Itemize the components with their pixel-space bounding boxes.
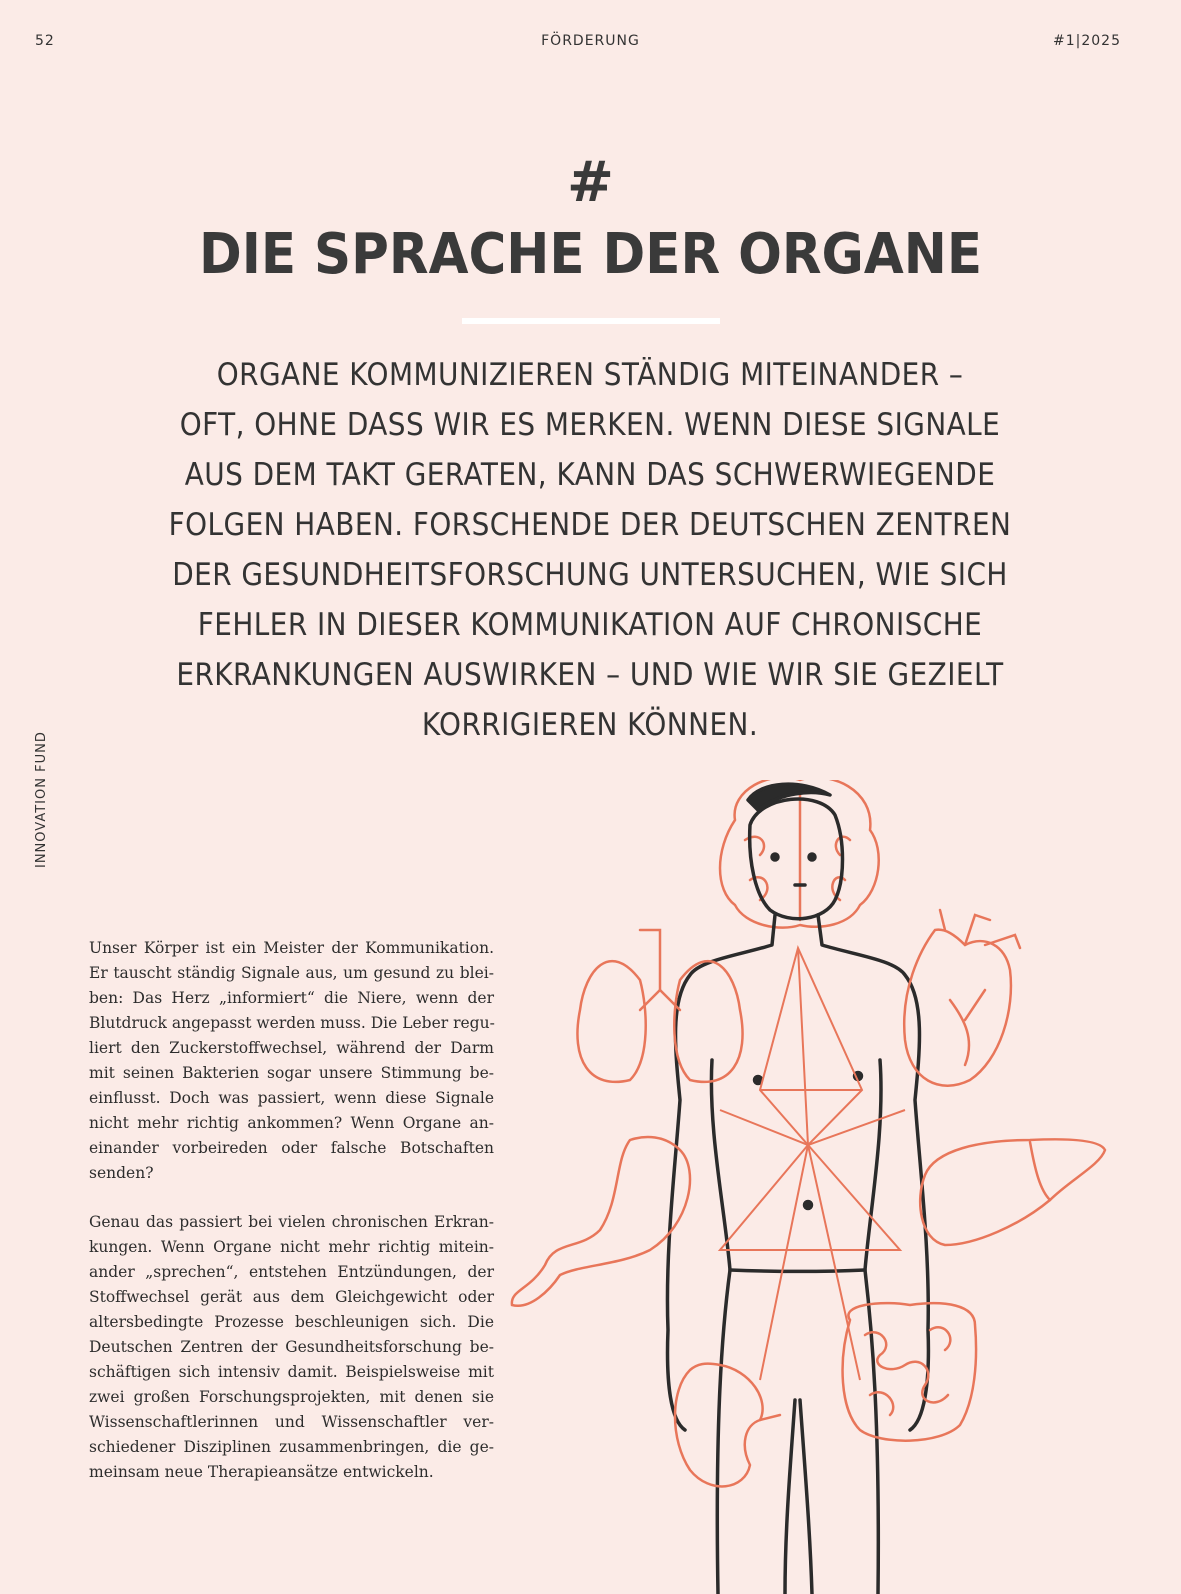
text-line: meinsam neue Therapieansätze entwickeln. [89,1463,434,1481]
issue-label: #1|2025 [1053,33,1121,49]
text-line: Wissenschaftlerinnen und Wissenschaftler ver- [89,1413,494,1431]
text-line: Stoffwechsel gerät aus dem Gleichgewicht oder [89,1288,494,1306]
body-paragraph-1 [89,936,494,1186]
text-line: Unser Körper ist ein Meister der Kommunikation. [89,939,494,957]
stomach-icon [512,1137,690,1306]
text-line: altersbedingte Prozesse beschleunigen sich. Die [89,1313,494,1331]
text-line: schiedener Disziplinen zusammenbringen, die ge- [89,1438,494,1456]
text-line: zwei großen Forschungsprojekten, mit denen sie [89,1388,494,1406]
heart-icon [904,910,1020,1086]
lead-line: DER GESUNDHEITSFORSCHUNG UNTERSUCHEN, WIE SICH [172,557,1008,593]
text-line: Er tauscht ständig Signale aus, um gesund zu blei- [89,964,494,982]
lead-line: FEHLER IN DIESER KOMMUNIKATION AUF CHRONISCHE [197,607,983,643]
intestine-icon [843,1303,976,1441]
text-line: kungen. Wenn Organe nicht mehr richtig mitein- [89,1238,494,1256]
body-organs-illustration [505,780,1125,1594]
lead-line: ORGANE KOMMUNIZIEREN STÄNDIG MITEINANDER – [216,357,964,393]
text-line: einander vorbeireden oder falsche Botschaften [89,1139,494,1157]
brain-icon [720,780,879,928]
body-outline [667,784,928,1594]
text-line: einflusst. Doch was passiert, wenn diese Signale [89,1089,494,1107]
lungs-icon [577,930,742,1082]
liver-icon [920,1139,1105,1245]
text-line: Deutschen Zentren der Gesundheitsforschung be- [89,1338,494,1356]
lead-line: ERKRANKUNGEN AUSWIRKEN – UND WIE WIR SIE GEZIELT [176,657,1004,693]
text-line: schäftigen sich intensiv damit. Beispielsweise mit [89,1363,494,1381]
text-line: ben: Das Herz „informiert“ die Niere, wenn der [89,989,494,1007]
lead-paragraph [60,350,1120,750]
text-line: Genau das passiert bei vielen chronischen Erkran- [89,1213,494,1231]
lead-line: AUS DEM TAKT GERATEN, KANN DAS SCHWERWIEGENDE [184,457,996,493]
lead-line: OFT, OHNE DASS WIR ES MERKEN. WENN DIESE SIGNALE [179,407,1001,443]
title-divider [462,318,720,324]
text-line: mit seinen Bakterien sogar unsere Stimmung be- [89,1064,494,1082]
body-paragraph-2 [89,1210,494,1485]
text-line: Blutdruck angepasst werden muss. Die Leber regu- [89,1014,495,1032]
text-line: ander „sprechen“, entstehen Entzündungen, der [89,1263,494,1281]
text-line: liert den Zuckerstoffwechsel, während der Darm [89,1039,494,1057]
side-label: INNOVATION FUND [34,731,49,868]
title-hash: # [567,150,614,215]
section-label: FÖRDERUNG [541,33,640,49]
text-line: senden? [89,1164,154,1182]
page-number: 52 [35,33,55,49]
text-line: nicht mehr richtig ankommen? Wenn Organe an- [89,1114,494,1132]
article-title: DIE SPRACHE DER ORGANE [198,222,983,287]
lead-line: FOLGEN HABEN. FORSCHENDE DER DEUTSCHEN ZENTREN [168,507,1012,543]
kidney-icon [675,1364,780,1487]
lead-line: KORRIGIEREN KÖNNEN. [421,707,759,743]
